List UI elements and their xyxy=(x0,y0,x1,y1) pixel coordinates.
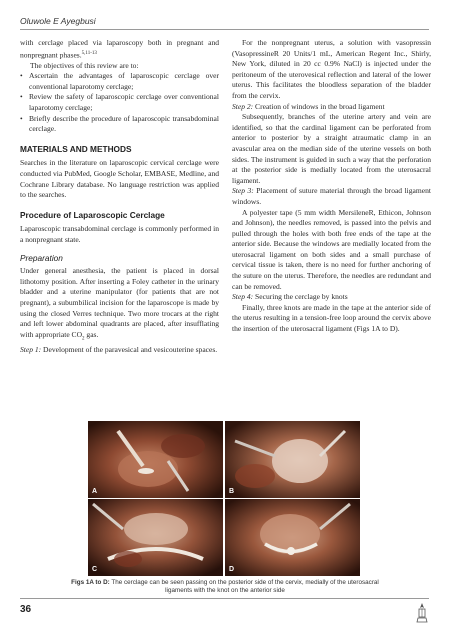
intro-paragraph: with cerclage placed via laparoscopy both in pregnant and nonpregnant phases.$^{5,11-13}$ xyxy=(20,38,219,60)
laparoscopic-photo-c xyxy=(88,499,223,576)
left-column xyxy=(20,38,219,355)
objectives-list xyxy=(20,71,219,135)
procedure-heading: Procedure of Laparoscopic Cerclage xyxy=(20,209,165,220)
step1-label: Step 1: xyxy=(20,344,42,354)
panel-label-a: A xyxy=(92,488,98,495)
panel-label-c: C xyxy=(92,566,98,573)
preparation-paragraph: Under general anesthesia, the patient is placed in dorsal lithotomy position. After inserting a Foley catheter in the urinary bladder and a uterine manipulator (for patients that are not pregnant), a subumbilical incision for the laparoscope is made by using the closed Verres technique. Two more trocars at the right and left lower abdominal quadrants are placed, after insufflating with appropriate $CO_2$ gas. xyxy=(20,266,219,342)
objective-item: • Ascertain the advantages of laparoscopic cerclage over conventional laparotomy cerclage; xyxy=(20,71,219,92)
figure-panel-a xyxy=(88,421,223,498)
laparoscopy-figure xyxy=(88,421,360,576)
figure-panel-d xyxy=(225,499,360,576)
step3-label: Step 3: xyxy=(232,186,254,196)
objective-item: • Review the safety of laparoscopic cerclage over conventional laparotomy cerclage; xyxy=(20,92,219,113)
vasopressin-paragraph: For the nonpregnant uterus, a solution with vasopressin (VasopressineR 20 Units/1 mL, American Regent Inc., Shirly, New York, diluted in 20 cc 0.9% NaCl) is injected under the peritoneum of the uterovesical reflection and lateral of the lower uterus. This facilitates the bloodless separation of the bladder from the cervix. xyxy=(232,38,431,100)
panel-label-b: B xyxy=(229,488,235,495)
objective-item: • Briefly describe the procedure of laparoscopic transabdominal cerclage. xyxy=(20,114,219,135)
polyester-tape-paragraph: A polyester tape (5 mm width MersileneR, Ethicon, Johnson and Johnson), the needles removed, is passed into the pelvis and pulled through the holes with both free ends of the tape at the anterior side. Because the windows are medially located from the uterosacral ligament on both sides and a small purchase of cervical tissue is taken, there is no need for further anchoring of the suture on the uterus. Therefore, the needles are redundant and can be removed. xyxy=(232,207,431,291)
step1-paragraph: Step 1: Development of the paravesical and vesicouterine spaces. xyxy=(20,344,218,354)
laparoscopic-photo-d xyxy=(225,499,360,576)
step3-paragraph: Step 3: Placement of suture material through the broad ligament windows. xyxy=(232,186,431,206)
figure-panel-b xyxy=(225,421,360,498)
right-column xyxy=(232,38,431,335)
preparation-heading: Preparation xyxy=(20,252,63,263)
laparoscopic-photo-a xyxy=(88,421,223,498)
knots-paragraph: Finally, three knots are made in the tape at the anterior side of the uterus resulting in a tension-free loop around the cervix above the insertion of the uterosacral ligament (Figs 1A to D). xyxy=(232,302,431,334)
step4-label: Step 4: xyxy=(232,292,254,302)
materials-paragraph: Searches in the literature on laparoscopic cervical cerclage were conducted via PubMed, Google Scholar, EMBASE, Medline, and Cochrane Library database. No language restriction was applied to the searches. xyxy=(20,158,219,200)
step4-paragraph: Step 4: Securing the cerclage by knots xyxy=(232,292,348,302)
intro-references: 5,11-13 xyxy=(81,50,97,56)
procedure-paragraph: Laparoscopic transabdominal cerclage is commonly performed in a nonpregnant state. xyxy=(20,224,219,245)
running-header-author: Oluwole E Ayegbusi xyxy=(20,16,96,26)
step2-paragraph: Step 2: Creation of windows in the broad ligament xyxy=(232,101,385,111)
step2-label: Step 2: xyxy=(232,101,254,111)
caption-text: The cerclage can be seen passing on the posterior side of the cervix, medially of the uterosacral ligaments with the knot on the anterior side xyxy=(109,579,379,595)
caption-label: Figs 1A to D: xyxy=(71,579,110,586)
publisher-logo-icon xyxy=(415,602,429,624)
figure-panel-c xyxy=(88,499,223,576)
laparoscopic-photo-b xyxy=(225,421,360,498)
materials-heading: MATERIALS AND METHODS xyxy=(20,143,132,154)
header-divider xyxy=(20,29,429,30)
page-number: 36 xyxy=(20,604,32,615)
footer-divider xyxy=(20,598,429,599)
panel-label-d: D xyxy=(229,566,235,573)
figure-caption xyxy=(60,579,390,596)
uterine-vessels-paragraph: Subsequently, branches of the uterine artery and vein are identified, so that the cardinal ligament can be perforated from anterior to posterior by a straight atraumatic clamp in an avascular area on the median side of the uterine vessels on both sides. The instrument is guided in such a way that the perforation at the posterior side is medially located from the uterosacral ligament. xyxy=(232,112,431,185)
objectives-intro: The objectives of this review are to: xyxy=(30,60,139,70)
